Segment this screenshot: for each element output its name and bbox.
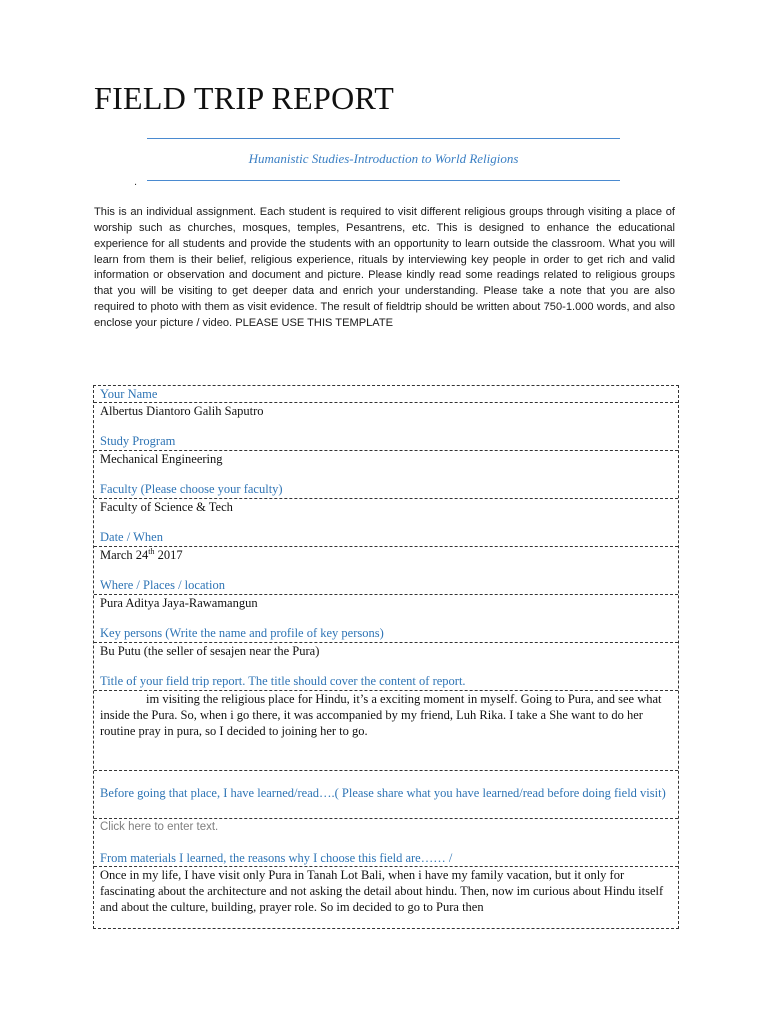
before-placeholder: Click here to enter text. xyxy=(100,821,219,833)
date-year: 2017 xyxy=(154,548,183,562)
reasons-label: From materials I learned, the reasons why I choose this field are…… / xyxy=(100,851,453,865)
name-label-cell xyxy=(94,386,678,403)
reasons-field[interactable] xyxy=(94,867,678,929)
name-field[interactable] xyxy=(94,403,678,451)
date-label: Date / When xyxy=(100,530,163,544)
program-value: Mechanical Engineering xyxy=(100,452,223,466)
subtitle: Humanistic Studies-Introduction to World Religions xyxy=(248,151,519,166)
report-title-value: im visiting the religious place for Hindu, it’s a exciting moment in myself. Going to Pura, and see what inside the Pura. So, when i go there, it was accompanied by my friend, Luh Rika. I take a She want to do her routine pray in pura, so I decided to joining her to go. xyxy=(100,692,662,738)
faculty-value: Faculty of Science & Tech xyxy=(100,500,233,514)
intro-paragraph: This is an individual assignment. Each student is required to visit different religious groups through visiting a place of worship such as churches, mosques, temples, Pesantrens, etc. This is designed to enhance the educational experience for all students and provide the students with an opportunity to learn outside the classroom. What you will learn from them is their belief, religious experience, rituals by interviewing key people in order to get rich and valid information or observation and document and picture. Please kindly read some readings related to religious groups that you will be visiting to get deeper data and enrich your understanding. Please take a note that you are also required to photo with them as visit evidence. The result of fieldtrip should be written about 750-1.000 words, and also enclose your picture / video. PLEASE USE THIS TEMPLATE xyxy=(94,206,675,329)
date-value xyxy=(100,547,672,563)
key-persons-value: Bu Putu (the seller of sesajen near the Pura) xyxy=(100,644,320,658)
program-label: Study Program xyxy=(100,434,176,448)
report-title-label: Title of your field trip report. The title should cover the content of report. xyxy=(100,674,466,688)
report-form xyxy=(93,385,679,929)
name-value: Albertus Diantoro Galih Saputro xyxy=(100,404,264,418)
before-label: Before going that place, I have learned/read….( Please share what you have learned/read before doing field visit) xyxy=(100,786,666,800)
faculty-label: Faculty (Please choose your faculty) xyxy=(100,482,283,496)
date-suffix: th xyxy=(148,546,155,556)
stray-dot: . xyxy=(134,176,138,188)
divider-bottom xyxy=(147,180,620,181)
where-value: Pura Aditya Jaya-Rawamangun xyxy=(100,596,258,610)
divider-top xyxy=(147,138,620,139)
page-title: FIELD TRIP REPORT xyxy=(94,80,395,116)
faculty-field[interactable] xyxy=(94,482,678,547)
where-label: Where / Places / location xyxy=(100,578,225,592)
before-label-cell xyxy=(94,771,678,819)
reasons-value: Once in my life, I have visit only Pura in Tanah Lot Bali, when i have my family vacation, but it only for fascinating about the architecture and not asking the detail about hindu. Then, now im curious about Hindu itself and about the culture, building, prayer role. So im decided to go to Pura then xyxy=(100,868,664,914)
report-title-field[interactable] xyxy=(94,674,678,771)
before-field[interactable] xyxy=(94,819,678,867)
key-persons-label: Key persons (Write the name and profile of key persons) xyxy=(100,626,384,640)
date-day: March 24 xyxy=(100,548,149,562)
name-label: Your Name xyxy=(100,387,158,401)
